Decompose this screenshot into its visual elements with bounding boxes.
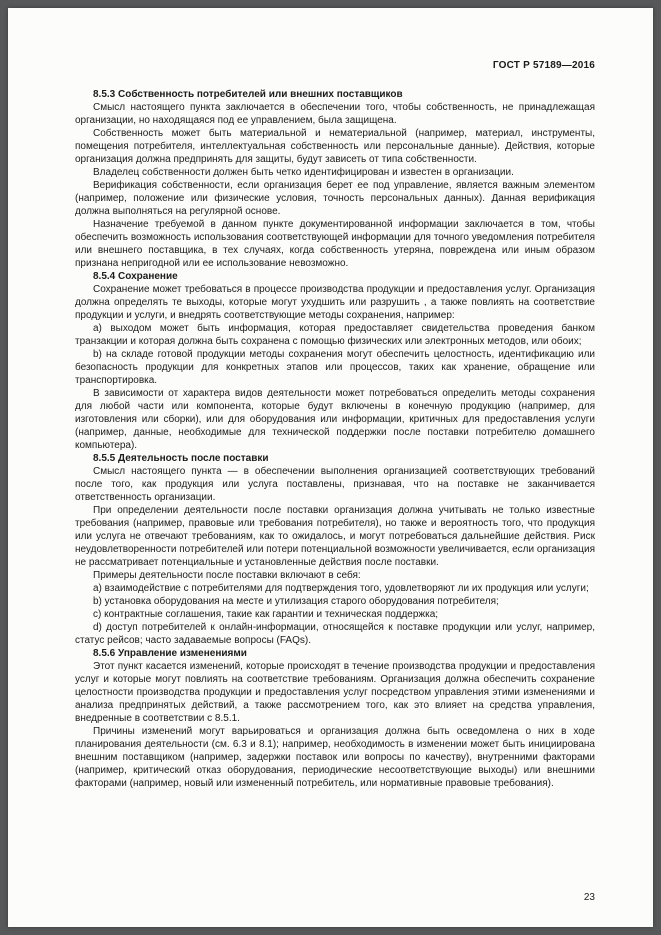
paragraph: Владелец собственности должен быть четко идентифицирован и известен в организации. bbox=[93, 167, 514, 178]
paragraph: Причины изменений могут варьироваться и организация должна быть осведомлена о них в ходе планирования деятельности (см. 6.3 и 8.1); например, необходимость в изменении может быть инициирована внешним поставщиком (например, задержки поставок или вопросы по качеству), внутренними факторами (например, критический отказ оборудования, периодические несоответствующие выходы) или внешними факторами (например, новый или измененный потребитель, или нормативные правовые требования). bbox=[75, 726, 595, 789]
section-heading-8-5-4: 8.5.4 Сохранение bbox=[93, 271, 178, 282]
paragraph: Назначение требуемой в данном пункте документированной информации заключается в том, чтобы обеспечить возможность использования соответствующей информации для точного уведомления потребителя или внешнего поставщика, в тех случаях, когда собственность утеряна, повреждена или иным образом признана непригодной или ее использование невозможно. bbox=[75, 219, 595, 269]
list-item-d: d) доступ потребителей к онлайн-информации, относящейся к поставке продукции или услуг, например, статус рейсов; часто задаваемые вопросы (FAQs). bbox=[75, 622, 595, 646]
document-content bbox=[75, 88, 595, 790]
list-item-a: а) выходом может быть информация, которая предоставляет свидетельства проведения банком транзакции и которая должна быть сохранена с помощью физических или электронных методов, или обоих; bbox=[75, 323, 595, 347]
section-heading-8-5-5: 8.5.5 Деятельность после поставки bbox=[93, 453, 269, 464]
paragraph: Верификация собственности, если организация берет ее под управление, является важным элементом (например, положение или физические условия, точность персональных данных). Данная верификация должна выполняться на регулярной основе. bbox=[75, 180, 595, 217]
document-page bbox=[8, 8, 653, 927]
paragraph: В зависимости от характера видов деятельности может потребоваться определить методы сохранения для любой части или компонента, которые будут включены в конечную продукцию (например, для изготовления или сборки), или для оборудования или информации, критичных для предоставления услуги (например, данные, необходимые для технической поддержки после поставки потребителю домашнего компьютера). bbox=[75, 388, 595, 451]
paragraph: Смысл настоящего пункта заключается в обеспечении того, чтобы собственность, не принадлежащая организации, но находящаяся под ее управлением, была защищена. bbox=[75, 102, 595, 126]
paragraph: Сохранение может требоваться в процессе производства продукции и предоставления услуг. Организация должна определять те выходы, которые могут ухудшить или разрушить , а также повлиять на соответствие продукции и услуги, и внедрять соответствующие методы сохранения, например: bbox=[75, 284, 595, 321]
doc-number: ГОСТ Р 57189—2016 bbox=[492, 60, 595, 71]
list-item-b: b) на складе готовой продукции методы сохранения могут обеспечить целостность, идентификацию или безопасность продукции для конкретных этапов или процессов, таких как хранение, обращение или транспортировка. bbox=[75, 349, 595, 386]
paragraph: Примеры деятельности после поставки включают в себя: bbox=[93, 570, 361, 581]
paragraph: Смысл настоящего пункта — в обеспечении выполнения организацией соответствующих требований после того, как продукция или услуга поставлены, признавая, что на поставке не заканчивается ответственность организации. bbox=[75, 466, 595, 503]
page-number: 23 bbox=[583, 892, 595, 903]
paragraph: При определении деятельности после поставки организация должна учитывать не только известные требования (например, правовые или требования потребителя), но также и вероятность того, что продукция или услуга не отвечают требованиям, как то ожидалось, и могут потребоваться дальнейшие действия. Риск неудовлетворенности потребителей или потери потенциальной возможности увеличивается, если организация не рассматривает потенциальные и установленные действия после поставки. bbox=[75, 505, 595, 568]
list-item-b: b) установка оборудования на месте и утилизация старого оборудования потребителя; bbox=[93, 596, 499, 607]
paragraph: Собственность может быть материальной и нематериальной (например, материал, инструменты, помещения потребителя, интеллектуальная собственность или персональные данные). Действия, которые организация должна предпринять для защиты, будут зависеть от типа собственности. bbox=[75, 128, 595, 165]
section-heading-8-5-6: 8.5.6 Управление изменениями bbox=[93, 648, 247, 659]
section-heading-8-5-3: 8.5.3 Собственность потребителей или внешних поставщиков bbox=[93, 89, 403, 100]
list-item-a: а) взаимодействие с потребителями для подтверждения того, удовлетворяют ли их продукция или услуги; bbox=[93, 583, 589, 594]
list-item-c: c) контрактные соглашения, такие как гарантии и техническая поддержка; bbox=[93, 609, 439, 620]
paragraph: Этот пункт касается изменений, которые происходят в течение производства продукции и предоставления услуг и которые могут повлиять на соответствие требованиям. Организация должна обеспечить сохранение целостности производства продукции и предоставления услуг посредством управления этими изменениями и анализа предпринятых действий, а также рассмотрением того, как это влияет на средства управления, внедренные в соответствии с 8.5.1. bbox=[75, 661, 595, 724]
